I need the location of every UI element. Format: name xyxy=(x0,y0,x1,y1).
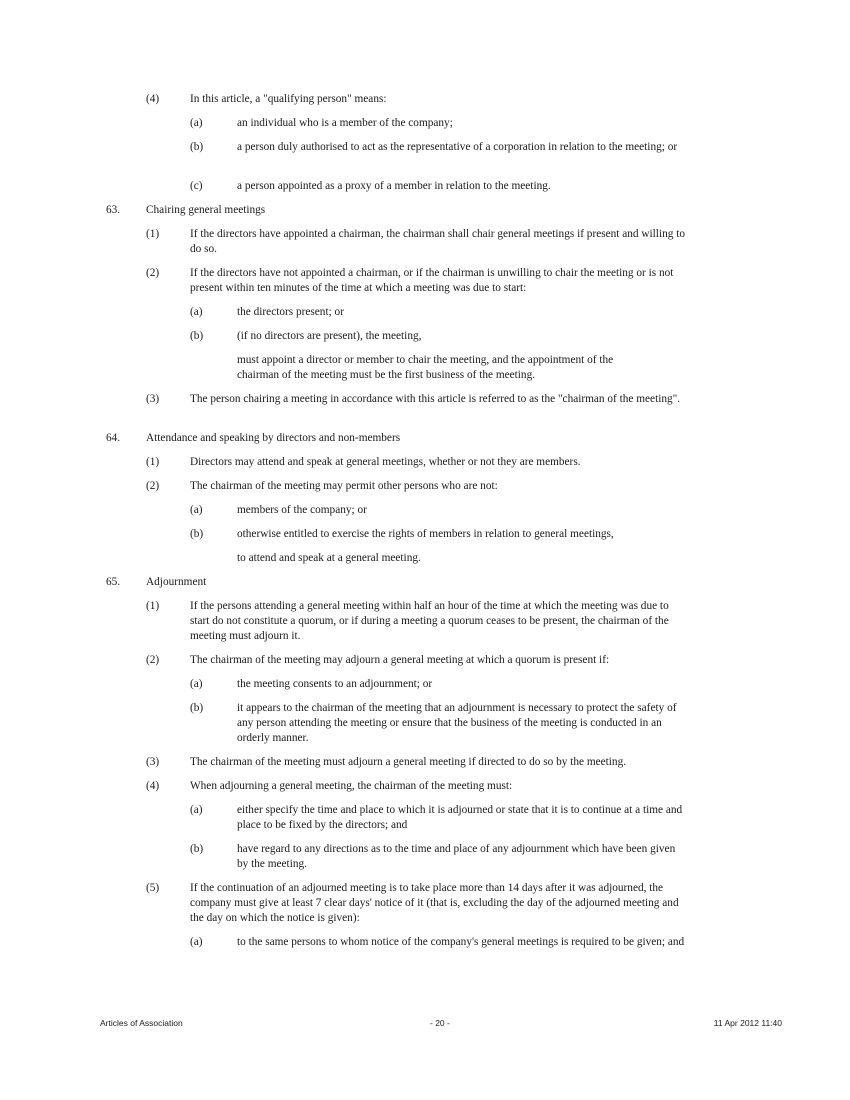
paragraph-number: (5) xyxy=(146,882,160,894)
paragraph-number: (2) xyxy=(146,480,160,492)
subparagraph-letter: (a) xyxy=(190,678,203,690)
subparagraph-letter: (b) xyxy=(190,702,204,714)
paragraph-text: The chairman of the meeting may permit other persons who are not: xyxy=(190,480,498,492)
paragraph-number: (4) xyxy=(146,780,160,792)
paragraph-number: (1) xyxy=(146,228,160,240)
subparagraph-text: the meeting consents to an adjournment; or xyxy=(237,678,433,690)
article-title: Adjournment xyxy=(146,576,207,588)
subparagraph-letter: (b) xyxy=(190,330,204,342)
subparagraph-text: have regard to any directions as to the time and place of any adjournment which have been given by the meeting. xyxy=(237,843,676,870)
subparagraph-text: either specify the time and place to which it is adjourned or state that it is to continue at a time and place to be fixed by the directors; and xyxy=(237,804,683,831)
subparagraph-letter: (c) xyxy=(190,180,203,192)
subparagraph-text: (if no directors are present), the meeting, xyxy=(237,330,422,342)
subparagraph-letter: (a) xyxy=(190,504,203,516)
subparagraph-text: a person appointed as a proxy of a member in relation to the meeting. xyxy=(237,180,551,192)
subparagraph-text: a person duly authorised to act as the representative of a corporation in relation to the meeting; or xyxy=(237,141,678,153)
subparagraph-letter: (b) xyxy=(190,528,204,540)
subparagraph-letter: (a) xyxy=(190,306,203,318)
paragraph-number: (1) xyxy=(146,456,160,468)
subparagraph-letter: (b) xyxy=(190,141,204,153)
article-number: 63. xyxy=(106,204,121,216)
paragraph-text: When adjourning a general meeting, the chairman of the meeting must: xyxy=(190,780,513,792)
article-title: Chairing general meetings xyxy=(146,204,266,216)
subparagraph-letter: (a) xyxy=(190,804,203,816)
subparagraph-letter: (a) xyxy=(190,117,203,129)
subparagraph-text: an individual who is a member of the company; xyxy=(237,117,453,129)
subparagraph-text: otherwise entitled to exercise the rights of members in relation to general meetings, xyxy=(237,528,614,540)
paragraph-text: The person chairing a meeting in accordance with this article is referred to as the "chairman of the meeting". xyxy=(190,393,681,405)
subparagraph-text: to the same persons to whom notice of the company's general meetings is required to be given; and xyxy=(237,936,685,948)
paragraph-text: If the directors have not appointed a chairman, or if the chairman is unwilling to chair the meeting or is not present within ten minutes of the time at which a meeting was due to start: xyxy=(190,267,674,294)
footer-page-number: - 20 - xyxy=(430,1018,450,1028)
article-number: 65. xyxy=(106,576,121,588)
subparagraph-letter: (a) xyxy=(190,936,203,948)
paragraph-number: (2) xyxy=(146,267,160,279)
subparagraph-text: it appears to the chairman of the meeting that an adjournment is necessary to protect the safety of any person attending the meeting or ensure that the business of the meeting is conducted in an orderly manner. xyxy=(237,702,677,744)
footer-timestamp: 11 Apr 2012 11:40 xyxy=(713,1018,782,1028)
article-title: Attendance and speaking by directors and non-members xyxy=(146,432,401,444)
paragraph-text: In this article, a "qualifying person" means: xyxy=(190,93,387,105)
article-number: 64. xyxy=(106,432,121,444)
paragraph-number: (3) xyxy=(146,756,160,768)
paragraph-number: (2) xyxy=(146,654,160,666)
paragraph-text: The chairman of the meeting may adjourn a general meeting at which a quorum is present if: xyxy=(190,654,610,666)
subparagraph-letter: (b) xyxy=(190,843,204,855)
subparagraph-text: members of the company; or xyxy=(237,504,367,516)
paragraph-text: Directors may attend and speak at general meetings, whether or not they are members. xyxy=(190,456,581,468)
paragraph-number: (1) xyxy=(146,600,160,612)
paragraph-text: If the directors have appointed a chairman, the chairman shall chair general meetings if present and willing to do so. xyxy=(190,228,685,255)
subparagraph-text: the directors present; or xyxy=(237,306,344,318)
paragraph-number: (4) xyxy=(146,93,160,105)
paragraph-number: (3) xyxy=(146,393,160,405)
paragraph-text: to attend and speak at a general meeting. xyxy=(237,552,421,564)
footer-document-title: Articles of Association xyxy=(100,1018,183,1028)
paragraph-text: If the continuation of an adjourned meeting is to take place more than 14 days after it was adjourned, the company must give at least 7 clear days' notice of it (that is, excluding the day of the adjourned meeting and the day on which the notice is given): xyxy=(190,882,679,924)
paragraph-text: must appoint a director or member to chair the meeting, and the appointment of the chairman of the meeting must be the first business of the meeting. xyxy=(237,354,614,381)
paragraph-text: The chairman of the meeting must adjourn a general meeting if directed to do so by the meeting. xyxy=(190,756,627,768)
paragraph-text: If the persons attending a general meeting within half an hour of the time at which the meeting was due to start do not constitute a quorum, or if during a meeting a quorum ceases to be present, the chairman of the meeting must adjourn it. xyxy=(190,600,669,642)
